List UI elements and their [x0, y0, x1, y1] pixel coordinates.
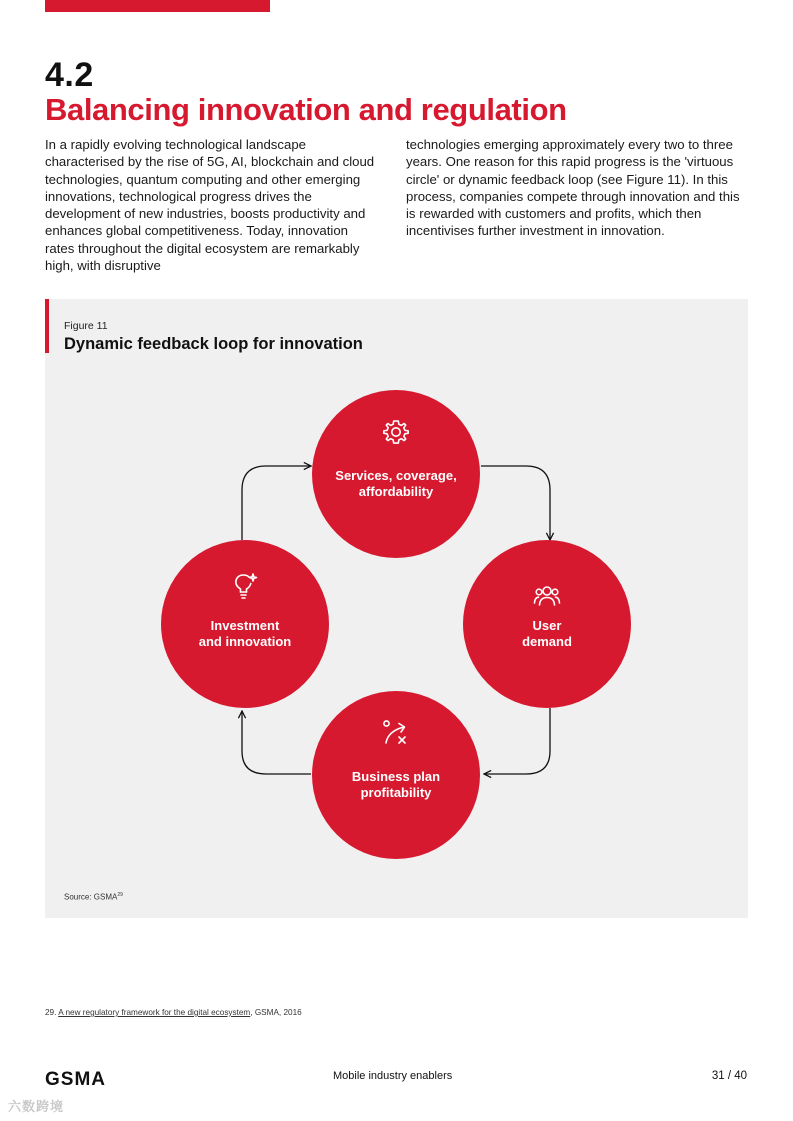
figure-label: Figure 11 — [64, 320, 108, 332]
arrow-services-to-demand — [481, 466, 550, 540]
node-user-demand — [463, 540, 631, 708]
page-number: 31 / 40 — [711, 1070, 747, 1082]
body-text-right: technologies emerging approximately every two to three years. One reason for this rapid progress is the 'virtuous circle' or dynamic feedback loop (see Figure 11). In this process, companies compete through innovation and this is rewarded with customers and profits, which then incentivises further investment in innovation. — [406, 137, 740, 239]
footnote-rest: , GSMA, 2016 — [250, 1008, 302, 1017]
figure-source — [64, 892, 123, 902]
arrow-demand-to-profitability — [484, 708, 550, 774]
strategy-icon — [382, 719, 410, 747]
body-text-left: In a rapidly evolving technological landscape characterised by the rise of 5G, AI, blockchain and cloud technologies, quantum computing and other emerging innovations, technological progress drives the development of new industries, boosts productivity and enhances global competitiveness. Today, innovation rates throughout the digital ecosystem are remarkably high, with disruptive — [45, 137, 375, 274]
lightbulb-icon — [231, 572, 259, 600]
node-services — [312, 390, 480, 558]
arrow-profitability-to-investment — [242, 711, 311, 774]
node-services-line1: Services, coverage, — [335, 468, 457, 483]
node-investment-line1: Investment — [210, 618, 280, 633]
footer-publication-title: Mobile industry enablers — [333, 1070, 453, 1082]
node-investment — [161, 540, 329, 708]
node-business-line1: Business plan — [351, 769, 441, 784]
gsma-logo: GSMA — [45, 1069, 106, 1090]
node-business-plan — [312, 691, 480, 859]
section-title: Balancing innovation and regulation — [45, 92, 567, 127]
node-business-line2: profitability — [360, 785, 432, 800]
users-icon — [533, 582, 561, 610]
source-ref: 29 — [117, 892, 123, 898]
node-demand-line1: User — [532, 618, 562, 633]
figure-title: Dynamic feedback loop for innovation — [64, 335, 363, 353]
node-investment-line2: and innovation — [198, 634, 292, 649]
node-demand-line2: demand — [522, 634, 572, 649]
arrow-investment-to-services — [242, 466, 311, 540]
gear-icon — [382, 418, 410, 446]
watermark: 六数跨境 — [8, 1099, 65, 1114]
footnote — [45, 1008, 302, 1017]
footnote-link[interactable]: A new regulatory framework for the digital ecosystem — [58, 1008, 251, 1017]
footnote-number: 29. — [45, 1008, 57, 1017]
source-text: Source: GSMA — [64, 892, 118, 902]
section-number: 4.2 — [45, 56, 94, 94]
node-services-line2: affordability — [358, 484, 434, 499]
